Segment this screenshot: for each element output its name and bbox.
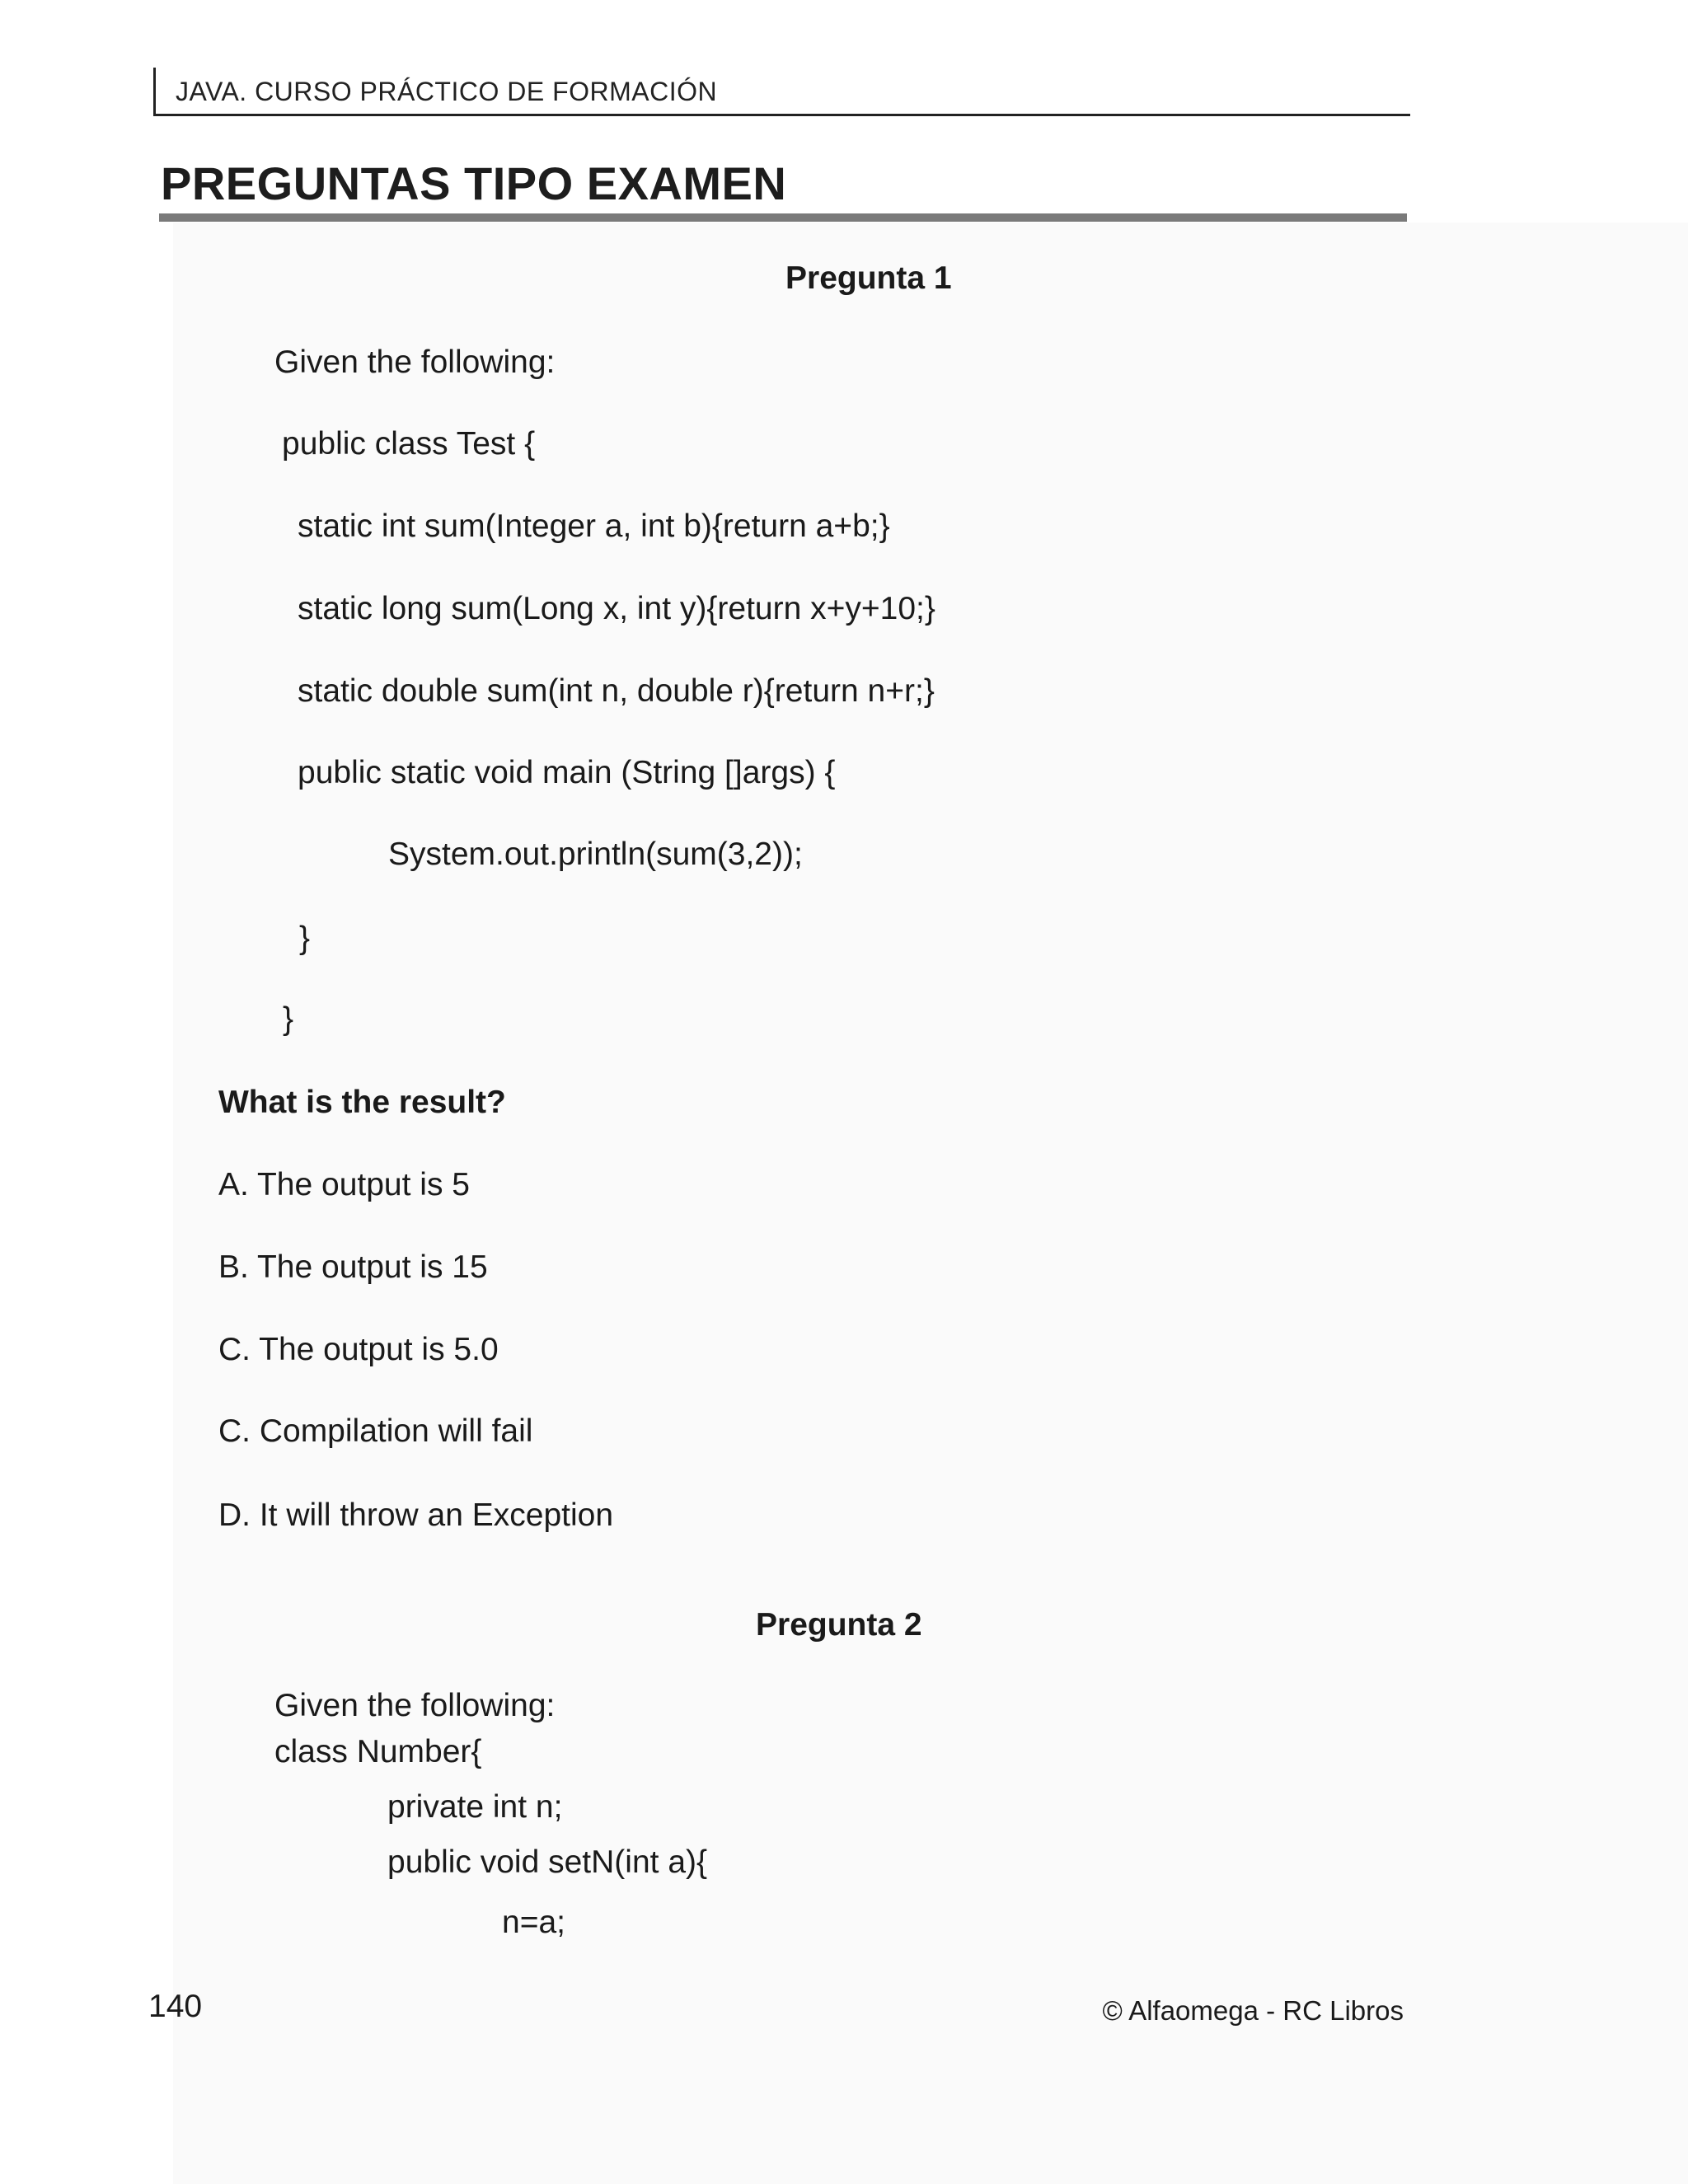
code-line: } [283, 1001, 294, 1037]
code-line: } [299, 921, 311, 956]
running-head: JAVA. CURSO PRÁCTICO DE FORMACIÓN [176, 77, 718, 106]
section-rule [159, 213, 1407, 222]
answer-option: B. The output is 15 [218, 1249, 488, 1285]
question-2-title: Pregunta 2 [756, 1607, 922, 1643]
code-line: static double sum(int n, double r){return n+r;} [298, 673, 935, 709]
question-1-prompt: What is the result? [218, 1085, 506, 1120]
answer-option: C. Compilation will fail [218, 1413, 533, 1449]
code-line: public static void main (String []args) { [298, 755, 836, 790]
answer-option: C. The output is 5.0 [218, 1332, 499, 1367]
code-line: private int n; [387, 1789, 563, 1825]
code-line: System.out.println(sum(3,2)); [388, 837, 803, 872]
question-1-title: Pregunta 1 [785, 260, 952, 296]
code-line: public void setN(int a){ [387, 1844, 708, 1880]
copyright-notice: © Alfaomega - RC Libros [1102, 1995, 1404, 2026]
question-1-intro: Given the following: [274, 344, 556, 380]
code-line: class Number{ [274, 1734, 482, 1769]
code-line: static int sum(Integer a, int b){return a+b;} [298, 509, 890, 544]
answer-option: A. The output is 5 [218, 1167, 470, 1202]
section-title: PREGUNTAS TIPO EXAMEN [161, 157, 787, 209]
question-2-intro: Given the following: [274, 1688, 556, 1723]
code-line: static long sum(Long x, int y){return x+y+10;} [298, 591, 935, 626]
page-number: 140 [148, 1989, 203, 2024]
code-line: public class Test { [282, 426, 536, 462]
code-line: n=a; [502, 1905, 565, 1940]
answer-option: D. It will throw an Exception [218, 1497, 614, 1533]
